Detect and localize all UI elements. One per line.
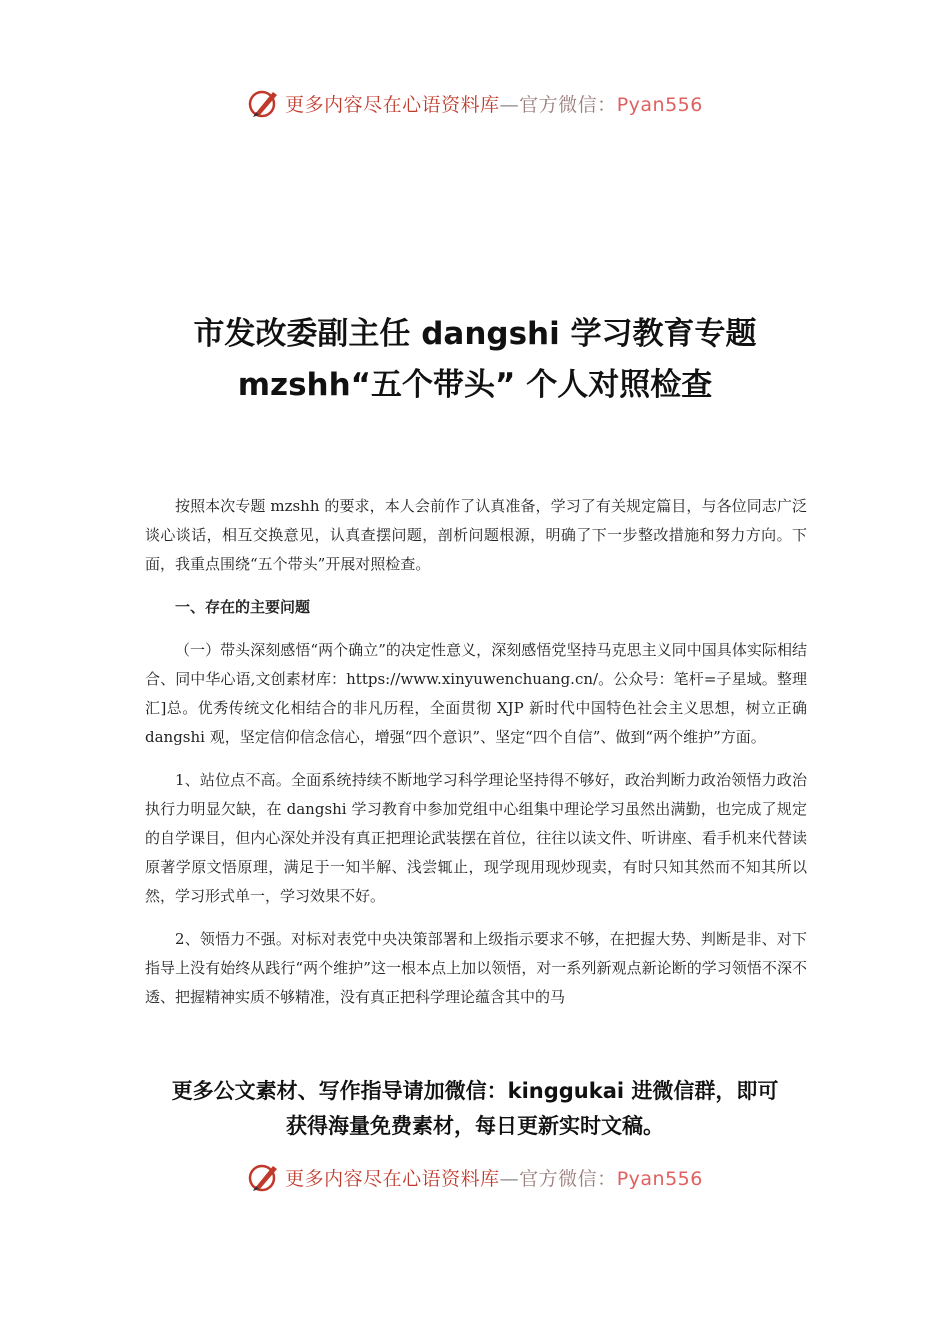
intro-paragraph: 按照本次专题 mzshh 的要求，本人会前作了认真准备，学习了有关规定篇目，与各位同志广泛谈心谈话，相互交换意见，认真查摆问题，剖析问题根源，明确了下一步整改措施和努力方向。下面，我重点围绕“五个带头”开展对照检查。 (145, 497, 807, 573)
pen-logo-icon (247, 1160, 281, 1194)
header-banner (0, 83, 950, 123)
document-body (145, 492, 807, 1026)
footer-banner (0, 1157, 950, 1197)
promo-line-2: 获得海量免费素材，每日更新实时文稿。 (286, 1114, 664, 1138)
banner-main-text: 更多内容尽在心语资料库 (285, 1167, 500, 1190)
section-heading: 一、存在的主要问题 (175, 598, 311, 616)
promo-line-1: 更多公文素材、写作指导请加微信：kinggukai 进微信群，即可 (171, 1079, 779, 1103)
banner-wechat-id: Pyan556 (616, 93, 703, 116)
banner-separator: — (499, 1167, 520, 1190)
banner-main-text: 更多内容尽在心语资料库 (285, 93, 500, 116)
banner-wechat-id: Pyan556 (616, 1167, 703, 1190)
document-title-line-2: mzshh“五个带头” 个人对照检查 (237, 367, 713, 403)
item-2-paragraph: 2、领悟力不强。对标对表党中央决策部署和上级指示要求不够，在把握大势、判断是非、对下指导上没有始终从践行“两个维护”这一根本点上加以领悟，对一系列新观点新论断的学习领悟不深不透、把握精神实质不够精准，没有真正把科学理论蕴含其中的马 (145, 930, 807, 1006)
pen-logo-icon (247, 86, 281, 120)
item-1-paragraph: 1、站位点不高。全面系统持续不断地学习科学理论坚持得不够好，政治判断力政治领悟力政治执行力明显欠缺，在 dangshi 学习教育中参加党组中心组集中理论学习虽然出满勤，也完成了规定的自学课目，但内心深处并没有真正把理论武装摆在首位，往往以读文件、听讲座、看手机来代替读原著学原文悟原理，满足于一知半解、浅尝辄止，现学现用现炒现卖，有时只知其然而不知其所以然，学习形式单一，学习效果不好。 (145, 771, 807, 905)
document-title-line-1: 市发改委副主任 dangshi 学习教育专题 (193, 316, 757, 352)
promo-footer (0, 1074, 950, 1144)
banner-wechat-label: 官方微信： (519, 93, 617, 116)
banner-wechat-label: 官方微信： (519, 1167, 617, 1190)
banner-separator: — (499, 93, 520, 116)
section-paragraph: （一）带头深刻感悟“两个确立”的决定性意义，深刻感悟党坚持马克思主义同中国具体实际相结合、同中华心语,文创素材库：https://www.xinyuwenchuang.cn/。公众号：笔杆=子星域。整理汇]总。优秀传统文化相结合的非凡历程，全面贯彻 XJP 新时代中国特色社会主义思想，树立正确 dangshi 观，坚定信仰信念信心，增强“四个意识”、坚定“四个自信”、做到“两个维护”方面。 (145, 641, 807, 746)
